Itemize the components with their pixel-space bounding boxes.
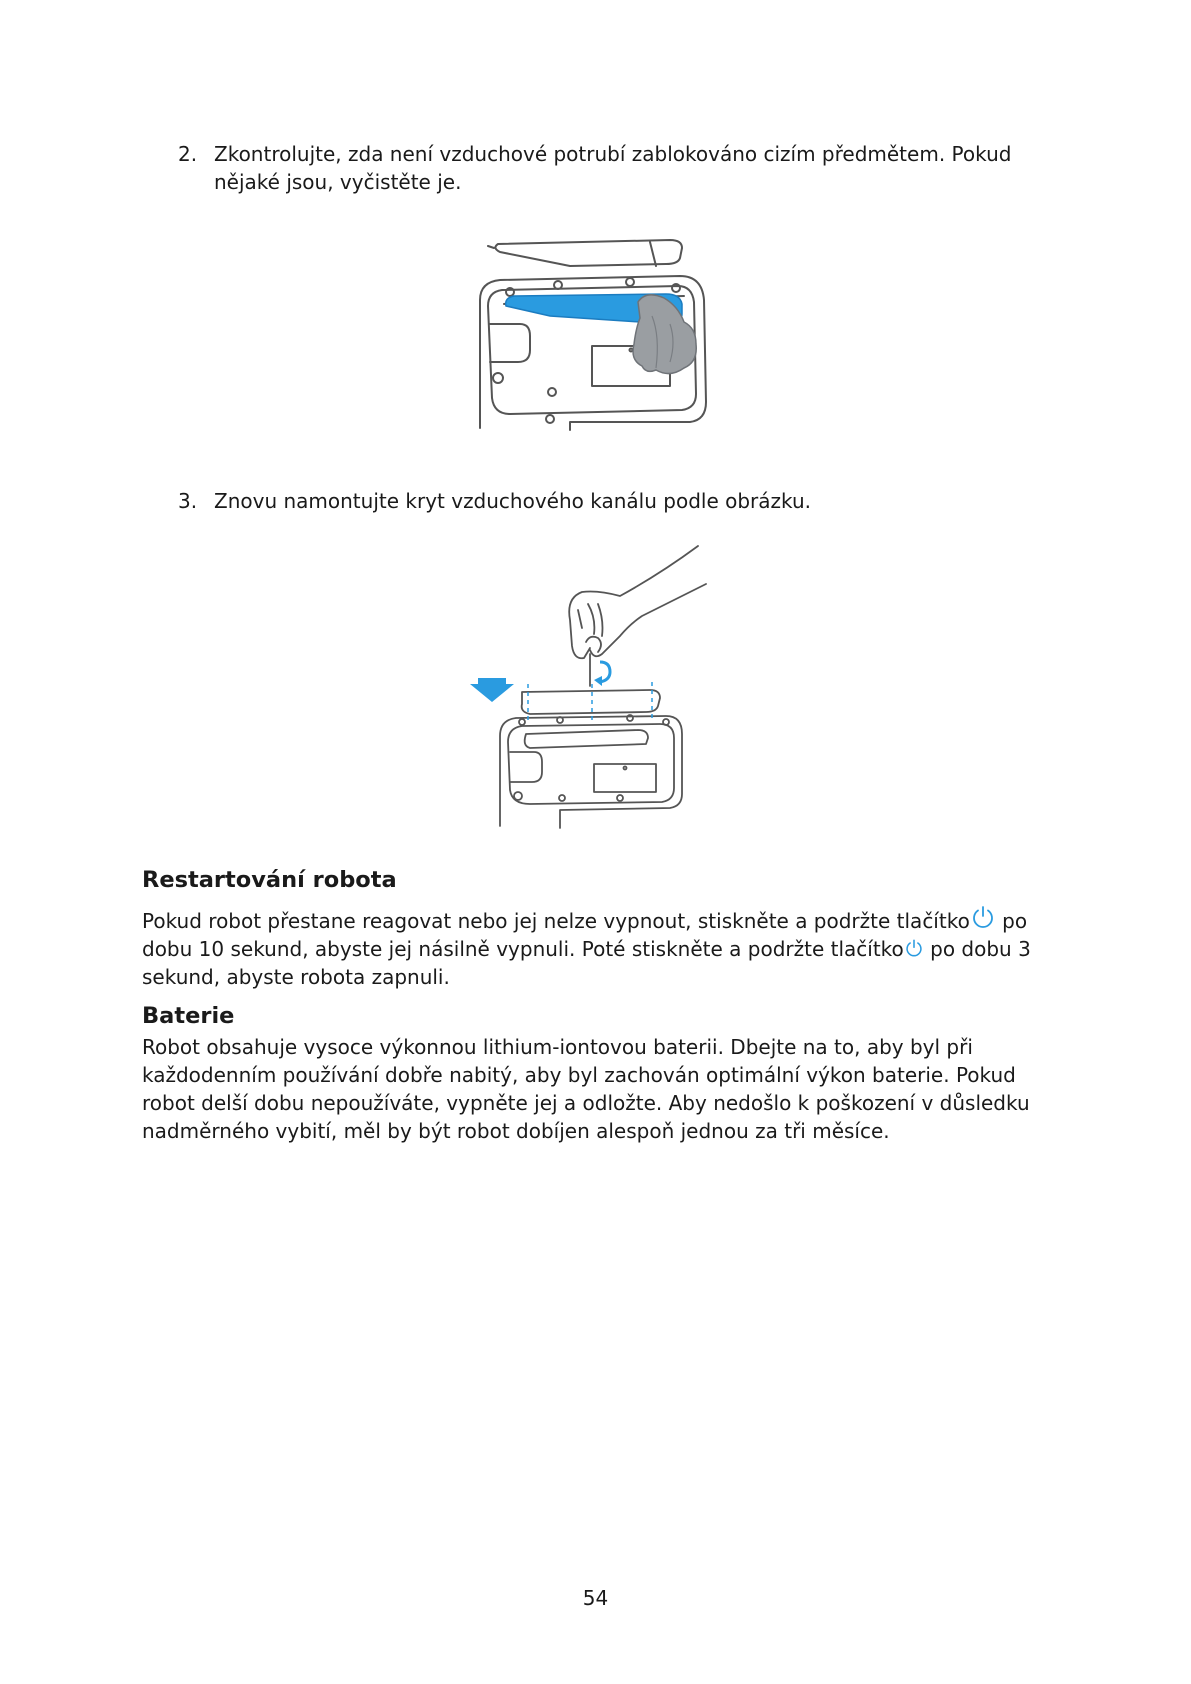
step-text: Znovu namontujte kryt vzduchového kanálu podle obrázku.	[214, 489, 812, 513]
battery-heading: Baterie	[142, 1003, 235, 1029]
restart-paragraph	[142, 904, 1042, 991]
step-number: 3.	[178, 489, 198, 513]
restart-text-part2: po dobu 10 sekund, abyste jej násilně vypnuli. Poté stiskněte a podržte tlačítko	[142, 909, 1028, 961]
power-icon	[970, 904, 996, 930]
step-2	[178, 140, 1038, 196]
page-number: 54	[582, 1586, 609, 1610]
step-number: 2.	[178, 142, 198, 166]
power-icon	[904, 938, 924, 958]
restart-text-part1: Pokud robot přestane reagovat nebo jej nelze vypnout, stiskněte a podržte tlačítko	[142, 909, 970, 933]
restart-heading: Restartování robota	[142, 867, 397, 893]
cover-reinstall-illustration	[470, 544, 710, 829]
battery-paragraph: Robot obsahuje vysoce výkonnou lithium-iontovou baterii. Dbejte na to, aby byl při každodenním používání dobře nabitý, aby byl zachován optimální výkon baterie. Pokud robot delší dobu nepoužíváte, vypněte jej a odložte. Aby nedošlo k poškození v důsledku nadměrného vybití, měl by být robot dobíjen alespoň jednou za tři měsíce.	[142, 1035, 1030, 1143]
step-3	[178, 487, 1038, 515]
restart-text-part3: po dobu 3 sekund, abyste robota zapnuli.	[142, 937, 1031, 989]
air-duct-cleaning-illustration	[470, 232, 720, 432]
down-arrow-icon	[470, 678, 514, 702]
step-text: Zkontrolujte, zda není vzduchové potrubí zablokováno cizím předmětem. Pokud nějaké jsou, vyčistěte je.	[214, 142, 1012, 194]
